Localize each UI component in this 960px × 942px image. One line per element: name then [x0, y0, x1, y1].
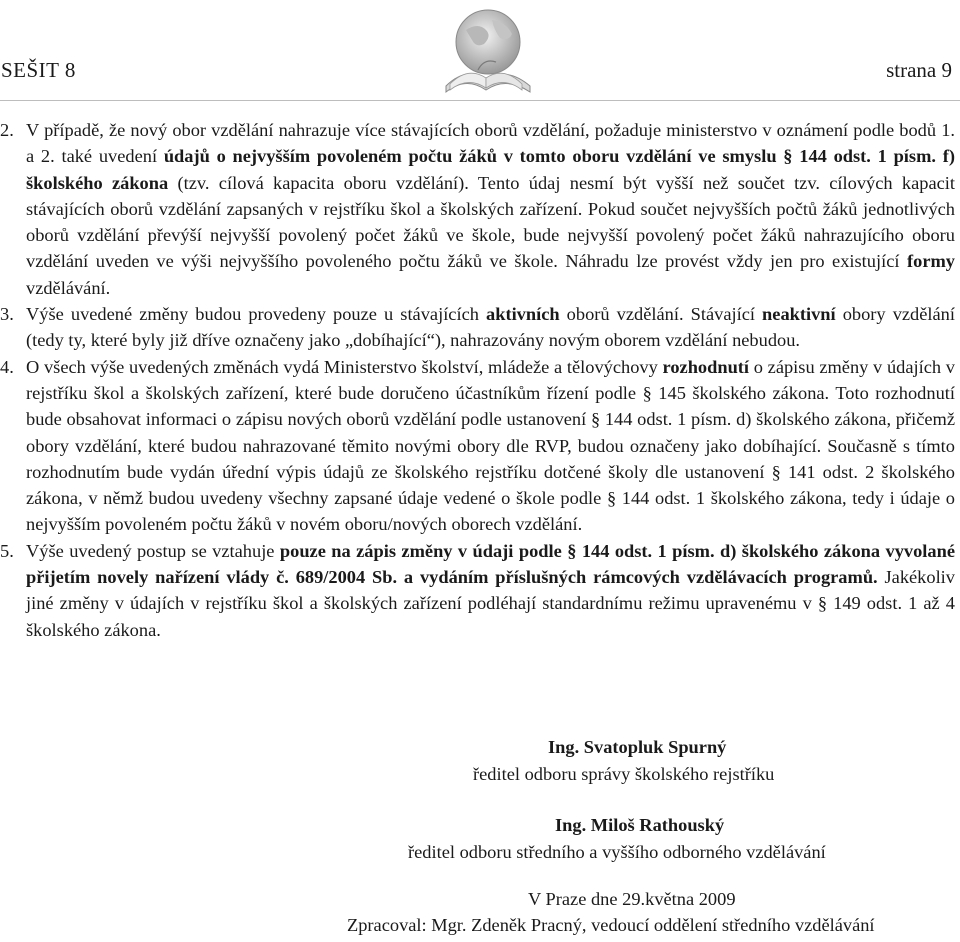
bold-text-segment: pouze na zápis změny v údaji podle § 144 odst. 1 písm. d) školského zákona vyvolané přijetím novely nařízení vlády č. 689/2004 Sb. a vydáním příslušných rámcových vzdělávacích programů.	[26, 540, 955, 588]
header-divider	[0, 100, 960, 101]
text-segment: O všech výše uvedených změnách vydá Ministerstvo školství, mládeže a tělovýchovy	[26, 356, 663, 377]
numbered-paragraph	[0, 117, 955, 301]
bold-text-segment: formy	[907, 251, 955, 272]
paragraph-number: 2.	[0, 120, 14, 140]
signatory-2-name: Ing. Miloš Rathouský	[555, 815, 725, 835]
place-and-date: V Praze dne 29.května 2009	[528, 889, 736, 909]
signatory-1-title: ředitel odboru správy školského rejstříku	[473, 764, 775, 784]
paragraph-number: 3.	[0, 304, 14, 325]
numbered-paragraph	[0, 538, 955, 643]
prepared-by: Zpracoval: Mgr. Zdeněk Pracný, vedoucí oddělení středního vzdělávání	[347, 915, 875, 935]
text-segment: Výše uvedené změny budou provedeny pouze u stávajících	[26, 304, 487, 325]
text-segment: (tzv. cílová kapacita oboru vzdělání). Tento údaj nesmí být vyšší než součet tzv. cílových kapacit stávajících oborů vzdělání zapsaných v rejstříku škol a školských zařízení. Pokud součet nejvyšších počtů žáků jednotlivých oborů vzdělání převýší nejvyšší povolený počet žáků ve škole, bude nejvyšší povolený počet žáků nahrazujícího oboru vzdělání uveden ve výši nejvyššího povoleného počtu žáků ve škole. Náhradu lze provést vždy jen pro existující	[26, 172, 955, 272]
bold-text-segment: údajů o nejvyšším povoleném počtu žáků v tomto oboru vzdělání ve smyslu § 144 odst. 1 písm. f) školského zákona	[26, 146, 955, 193]
issue-number: SEŠIT 8	[1, 58, 76, 82]
text-segment: oborů vzdělání. Stávající	[559, 304, 763, 325]
paragraph-number: 4.	[0, 356, 14, 377]
signatory-2-title: ředitel odboru středního a vyššího odborného vzdělávání	[408, 842, 826, 862]
bold-text-segment: neaktivní	[762, 304, 836, 325]
numbered-paragraph	[0, 354, 955, 538]
text-segment: obory vzdělání (tedy ty, které byly již dříve označeny jako „dobíhající“), nahrazovány novým oborem vzdělání nebudou.	[26, 304, 955, 351]
document-body	[0, 117, 955, 643]
text-segment: o zápisu změny v údajích v rejstříku škol a školských zařízení, které bude doručeno účastníkům řízení podle § 145 školského zákona. Toto rozhodnutí bude obsahovat informaci o zápisu nových oborů vzdělání podle ustanovení § 144 odst. 1 písm. d) školského zákona, přičemž obory vzdělání, které budou nahrazované těmito novými obory dle RVP, budou označeny jako dobíhající. Současně s tímto rozhodnutím bude vydán úřední výpis údajů ze školského rejstříku dotčené školy dle ustanovení § 141 odst. 2 školského zákona, v němž budou uvedeny všechny zapsané údaje vedené o škole podle § 144 odst. 1 školského zákona, tedy i údaje o nejvyšším povoleném počtu žáků v novém oboru/nových oborech vzdělání.	[26, 356, 955, 535]
paragraph-number: 5.	[0, 540, 14, 561]
text-segment: V případě, že nový obor vzdělání nahrazuje více stávajících oborů vzdělání, požaduje ministerstvo v oznámení podle bodů 1. a 2. také uvedení	[26, 120, 955, 167]
bold-text-segment: aktivních	[486, 304, 560, 325]
page-number: strana 9	[886, 58, 952, 82]
text-segment: Výše uvedený postup se vztahuje	[26, 540, 280, 561]
open-book-globe-logo-icon	[426, 0, 546, 100]
bold-text-segment: rozhodnutí	[662, 356, 750, 377]
text-segment: Jakékoliv jiné změny v údajích v rejstříku škol a školských zařízení podléhají standardnímu režimu upravenému v § 149 odst. 1 až 4 školského zákona.	[26, 567, 955, 640]
numbered-paragraph	[0, 301, 955, 354]
text-segment: vzdělávání.	[26, 277, 111, 298]
signatory-1-name: Ing. Svatopluk Spurný	[548, 737, 727, 757]
